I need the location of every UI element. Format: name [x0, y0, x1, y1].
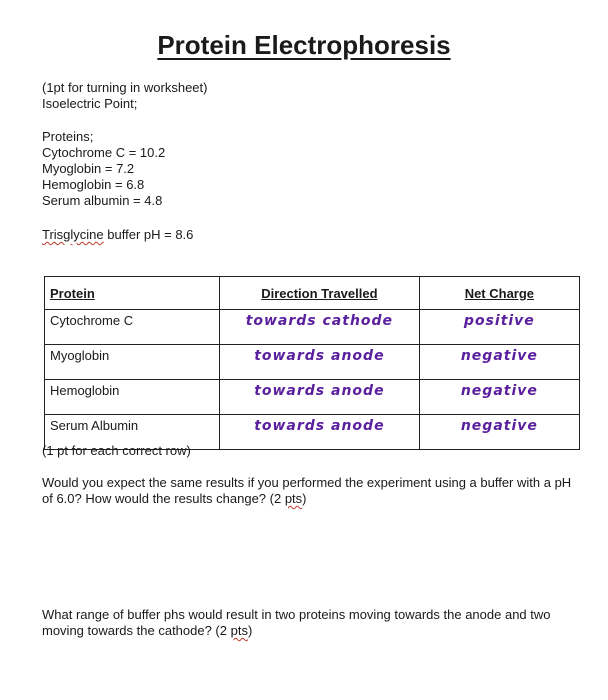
question-2-text: What range of buffer phs would result in two proteins moving towards the anode and two moving towards the cathode? (2	[42, 607, 551, 638]
header-direction: Direction Travelled	[220, 277, 420, 310]
header-charge: Net Charge	[419, 277, 579, 310]
cell-protein: Myoglobin	[45, 345, 220, 380]
page-title: Protein Electrophoresis	[157, 30, 451, 60]
question-1-close: )	[302, 491, 307, 506]
question-buffer-range	[42, 607, 572, 639]
question-buffer-ph6	[42, 475, 572, 507]
cell-protein: Hemoglobin	[45, 380, 220, 415]
table-row	[45, 310, 580, 345]
cell-protein: Serum Albumin	[45, 415, 220, 450]
cell-charge: positive	[419, 310, 579, 345]
points-note: (1pt for turning in worksheet)	[42, 80, 208, 95]
protein-pi-cytochrome: Cytochrome C = 10.2	[42, 145, 166, 160]
cell-direction: towards cathode	[220, 310, 420, 345]
cell-direction: towards anode	[220, 415, 420, 450]
question-1-text: Would you expect the same results if you performed the experiment using a buffer with a pH of 6.0? How would the results change? (2	[42, 475, 572, 506]
cell-charge: negative	[419, 345, 579, 380]
question-1-pts: pts	[284, 491, 303, 506]
question-2-close: )	[247, 623, 253, 638]
table-note: (1 pt for each correct row)	[42, 443, 191, 458]
buffer-name: Trisglycine	[42, 227, 104, 242]
isoelectric-label: Isoelectric Point;	[42, 96, 138, 111]
buffer-line	[42, 227, 193, 243]
cell-charge: negative	[419, 380, 579, 415]
cell-charge: negative	[419, 415, 579, 450]
question-2-pts: pts	[230, 623, 248, 638]
header-protein: Protein	[45, 277, 220, 310]
buffer-ph: buffer pH = 8.6	[103, 227, 194, 242]
table-header-row	[45, 277, 580, 310]
results-table	[44, 276, 580, 450]
cell-direction: towards anode	[220, 380, 420, 415]
table-row	[45, 345, 580, 380]
protein-pi-hemoglobin: Hemoglobin = 6.8	[42, 177, 145, 192]
cell-direction: towards anode	[220, 345, 420, 380]
proteins-header: Proteins;	[42, 129, 94, 144]
protein-pi-albumin: Serum albumin = 4.8	[42, 193, 163, 208]
protein-pi-myoglobin: Myoglobin = 7.2	[42, 161, 135, 176]
cell-protein: Cytochrome C	[45, 310, 220, 345]
table-row	[45, 380, 580, 415]
